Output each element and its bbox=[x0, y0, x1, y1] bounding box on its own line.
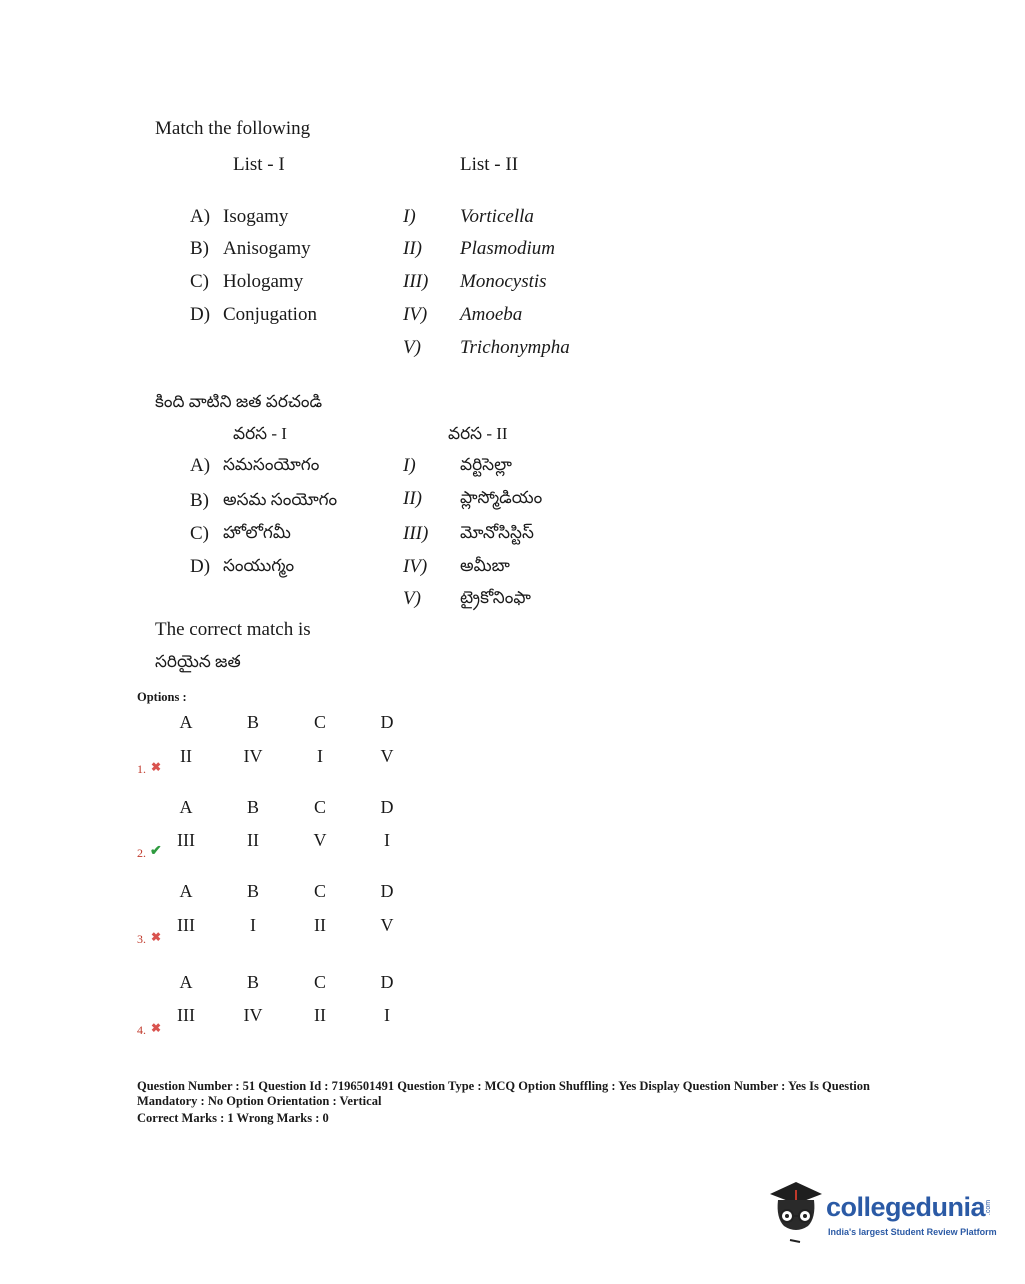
option-header-cell: D bbox=[380, 712, 394, 732]
option-header-cell: A bbox=[179, 712, 193, 732]
option-header-cell: A bbox=[179, 972, 193, 992]
option-value-cell: II bbox=[314, 915, 326, 935]
list1-label: D) bbox=[190, 304, 211, 325]
option-value-cell: II bbox=[180, 746, 192, 766]
option-header-cell: B bbox=[246, 881, 259, 901]
wrong-mark-icon: ✖ bbox=[151, 1021, 162, 1035]
option-number: 2. bbox=[137, 846, 146, 860]
list2-label: III) bbox=[403, 271, 429, 292]
option-value-cell: I bbox=[317, 746, 323, 766]
list2-header-telugu: వరస - II bbox=[448, 424, 508, 443]
list1-label: B) bbox=[190, 490, 209, 511]
option-header-cell: B bbox=[246, 797, 259, 817]
list1-header-english: List - I bbox=[233, 154, 285, 175]
option-header-cell: D bbox=[380, 797, 394, 817]
brand-name: collegedunia bbox=[826, 1192, 986, 1222]
list2-item: Amoeba bbox=[460, 304, 523, 325]
options-label: Options : bbox=[137, 690, 187, 704]
correct-check-icon: ✔ bbox=[150, 844, 162, 859]
mascot-icon bbox=[766, 1178, 826, 1244]
option-value-cell: V bbox=[313, 830, 327, 850]
list1-item: Hologamy bbox=[223, 271, 304, 292]
correct-match-english: The correct match is bbox=[155, 619, 311, 640]
list1-header-telugu: వరస - I bbox=[233, 424, 287, 443]
list1-label: A) bbox=[190, 206, 211, 227]
option-header-cell: C bbox=[313, 712, 326, 732]
list1-item: Conjugation bbox=[223, 304, 317, 325]
list2-item: మోనోసిస్టిస్ bbox=[460, 523, 534, 542]
list1-item: సమసంయోగం bbox=[223, 455, 320, 474]
list2-label: IV) bbox=[403, 304, 428, 325]
option-value-cell: V bbox=[380, 915, 394, 935]
option-header-cell: B bbox=[246, 972, 259, 992]
question-heading-english: Match the following bbox=[155, 118, 311, 139]
metadata-line-2: Mandatory : No Option Orientation : Vertical bbox=[137, 1094, 382, 1108]
correct-match-telugu: సరియైన జత bbox=[155, 652, 241, 671]
option-header-cell: C bbox=[313, 972, 326, 992]
option-header-cell: A bbox=[179, 881, 193, 901]
list2-item: వర్టిసెల్లా bbox=[460, 455, 512, 474]
option-header-cell: B bbox=[246, 712, 259, 732]
brand-suffix: .com bbox=[985, 1199, 993, 1216]
option-value-cell: V bbox=[380, 746, 394, 766]
list2-header-english: List - II bbox=[460, 154, 519, 175]
list1-item: Anisogamy bbox=[223, 238, 311, 259]
question-heading-telugu: కింది వాటిని జత పరచండి bbox=[155, 392, 323, 411]
metadata-line-3: Correct Marks : 1 Wrong Marks : 0 bbox=[137, 1111, 329, 1125]
list2-label: II) bbox=[403, 238, 422, 259]
list1-label: C) bbox=[190, 271, 209, 292]
list2-label: V) bbox=[403, 588, 421, 609]
list1-item: సంయుగ్మం bbox=[223, 556, 295, 575]
option-header-cell: D bbox=[380, 972, 394, 992]
option-value-cell: I bbox=[384, 830, 390, 850]
option-header-cell: A bbox=[179, 797, 193, 817]
option-value-cell: II bbox=[247, 830, 259, 850]
list2-label: IV) bbox=[403, 556, 428, 577]
option-value-cell: III bbox=[177, 1005, 195, 1025]
option-value-cell: I bbox=[250, 915, 256, 935]
option-value-cell: I bbox=[384, 1005, 390, 1025]
list1-label: C) bbox=[190, 523, 209, 544]
option-header-cell: C bbox=[313, 797, 326, 817]
list1-item: Isogamy bbox=[223, 206, 289, 227]
option-value-cell: III bbox=[177, 830, 195, 850]
list2-label: II) bbox=[403, 488, 422, 509]
list2-label: V) bbox=[403, 337, 421, 358]
list2-label: I) bbox=[403, 455, 416, 476]
option-number: 1. bbox=[137, 762, 146, 776]
option-header-cell: D bbox=[380, 881, 394, 901]
list1-label: D) bbox=[190, 556, 211, 577]
option-number: 3. bbox=[137, 932, 146, 946]
list1-label: A) bbox=[190, 455, 211, 476]
list2-label: III) bbox=[403, 523, 429, 544]
list2-item: ప్లాస్మోడియం bbox=[460, 488, 543, 507]
metadata-line-1: Question Number : 51 Question Id : 7196501491 Question Type : MCQ Option Shuffling : Yes Display Question Number : Yes Is Question bbox=[137, 1079, 870, 1093]
list1-item: హోలోగమీ bbox=[223, 523, 291, 542]
option-value-cell: II bbox=[314, 1005, 326, 1025]
brand-tagline: India's largest Student Review Platform bbox=[828, 1227, 997, 1237]
list2-item: Plasmodium bbox=[460, 238, 555, 259]
list2-item: ట్రైకోనింఫా bbox=[460, 588, 531, 607]
option-header-cell: C bbox=[313, 881, 326, 901]
list2-item: అమీబా bbox=[460, 556, 510, 575]
option-value-cell: IV bbox=[243, 1005, 263, 1025]
list2-item: Trichonympha bbox=[460, 337, 570, 358]
option-value-cell: III bbox=[177, 915, 195, 935]
list1-item: అసమ సంయోగం bbox=[223, 490, 338, 509]
list1-label: B) bbox=[190, 238, 209, 259]
option-number: 4. bbox=[137, 1023, 146, 1037]
wrong-mark-icon: ✖ bbox=[151, 760, 162, 774]
list2-item: Monocystis bbox=[460, 271, 547, 292]
option-value-cell: IV bbox=[243, 746, 263, 766]
list2-item: Vorticella bbox=[460, 206, 534, 227]
list2-label: I) bbox=[403, 206, 416, 227]
wrong-mark-icon: ✖ bbox=[151, 930, 162, 944]
